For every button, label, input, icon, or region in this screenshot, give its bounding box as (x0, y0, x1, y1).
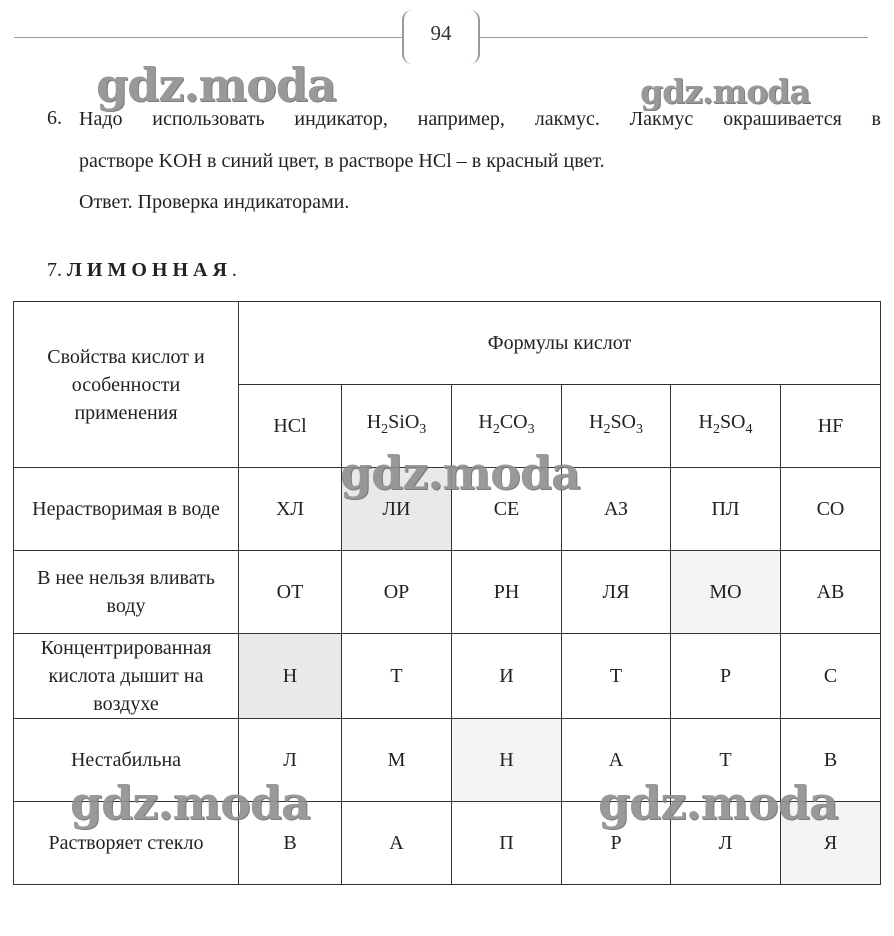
formula-subscript: 3 (527, 422, 535, 437)
header-rule-right (480, 37, 868, 38)
answer-cell: ОР (342, 551, 452, 634)
answer-cell: Н (452, 719, 562, 802)
formula-subscript: 2 (712, 422, 720, 437)
answer-cell: Я (781, 802, 881, 885)
table-row (14, 551, 881, 634)
property-label: Концентрированная кислота дышит на воздухе (14, 634, 239, 719)
answer-cell: П (452, 802, 562, 885)
formula-cell (239, 385, 342, 468)
task-7-answer-word: ЛИМОННАЯ (67, 259, 232, 281)
task-6-answer: Ответ. Проверка индикаторами. (79, 191, 350, 213)
answer-cell: АВ (781, 551, 881, 634)
formula-subscript: 3 (419, 422, 427, 437)
formula-part: SiO (388, 411, 420, 433)
answer-cell: В (781, 719, 881, 802)
formula-part: H (588, 411, 604, 433)
formulas-header: Формулы кислот (239, 302, 881, 385)
answer-cell: Т (342, 634, 452, 719)
answer-cell: ОТ (239, 551, 342, 634)
page-number: 94 (402, 10, 480, 64)
answer-cell: СО (781, 468, 881, 551)
watermark: gdz.moda (70, 776, 310, 830)
task-7-heading (47, 259, 237, 282)
task-7-number: 7. (47, 259, 62, 281)
formula-part: H (478, 411, 493, 433)
table-row (14, 634, 881, 719)
formula-cell (781, 385, 881, 468)
answer-cell: В (239, 802, 342, 885)
formula-part: HCl (273, 415, 307, 437)
task-6-line-1: Надо использовать индикатор, например, лакмус. Лакмус окрашивается в (79, 108, 881, 130)
answer-cell: С (781, 634, 881, 719)
answer-cell: ХЛ (239, 468, 342, 551)
task-6-line-2: растворе KOH в синий цвет, в растворе HCl – в красный цвет. (79, 150, 605, 172)
properties-header: Свойства кислот и особенности применения (14, 302, 239, 468)
formula-part: SO (719, 411, 746, 433)
answer-cell: МО (671, 551, 781, 634)
watermark: gdz.moda (640, 72, 810, 111)
watermark: gdz.moda (340, 446, 580, 500)
answer-cell: Р (671, 634, 781, 719)
answer-cell: ЛЯ (562, 551, 671, 634)
task-7-period: . (231, 259, 237, 281)
header-rule-left (14, 37, 402, 38)
formula-subscript: 2 (492, 422, 500, 437)
formula-subscript: 4 (745, 422, 753, 437)
formula-part: H (698, 411, 713, 433)
formula-part: CO (499, 411, 528, 433)
answer-cell: И (452, 634, 562, 719)
formula-cell (671, 385, 781, 468)
formula-subscript: 3 (636, 422, 644, 437)
formula-part: H (366, 411, 382, 433)
answer-cell: Л (671, 802, 781, 885)
answer-cell: СЕ (452, 468, 562, 551)
formula-subscript: 2 (603, 422, 611, 437)
property-label: Растворяет стекло (14, 802, 239, 885)
answer-cell: Т (562, 634, 671, 719)
answer-cell: Т (671, 719, 781, 802)
formula-part: HF (817, 415, 844, 437)
answer-cell: А (562, 719, 671, 802)
answer-cell: Л (239, 719, 342, 802)
formula-part: SO (610, 411, 637, 433)
answer-cell: ЛИ (342, 468, 452, 551)
formula-subscript: 2 (381, 422, 389, 437)
answer-cell: АЗ (562, 468, 671, 551)
watermark: gdz.moda (598, 776, 838, 830)
watermark: gdz.moda (96, 58, 336, 112)
answer-cell: РН (452, 551, 562, 634)
task-6-number: 6. (47, 107, 62, 129)
answer-cell: М (342, 719, 452, 802)
answer-cell: Н (239, 634, 342, 719)
property-label: Нерастворимая в воде (14, 468, 239, 551)
answer-cell: Р (562, 802, 671, 885)
property-label: В нее нельзя вливать воду (14, 551, 239, 634)
answer-cell: ПЛ (671, 468, 781, 551)
property-label: Нестабильна (14, 719, 239, 802)
answer-cell: А (342, 802, 452, 885)
